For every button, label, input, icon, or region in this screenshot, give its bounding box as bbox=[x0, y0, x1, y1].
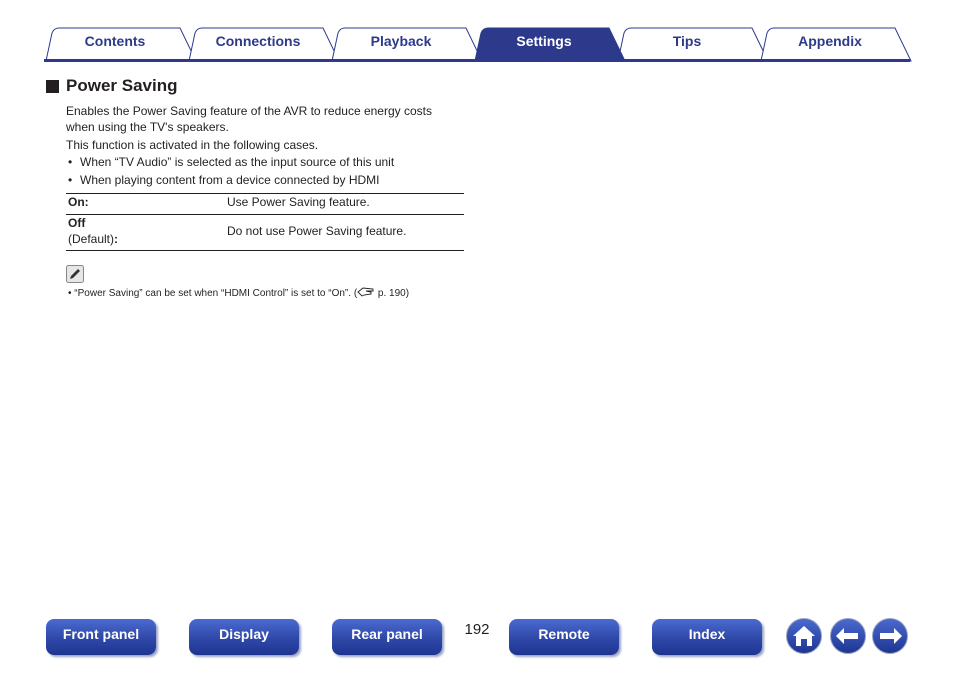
front-panel-button[interactable]: Front panel bbox=[46, 619, 156, 655]
tab-shapes bbox=[0, 0, 954, 64]
tab-bar bbox=[0, 0, 954, 64]
rear-panel-button[interactable]: Rear panel bbox=[332, 619, 442, 655]
table-divider bbox=[66, 250, 464, 251]
tab-contents[interactable]: Contents bbox=[84, 33, 146, 49]
option-on-label: On: bbox=[68, 195, 89, 209]
page-title: Power Saving bbox=[66, 76, 178, 95]
tab-connections[interactable]: Connections bbox=[215, 33, 301, 49]
table-divider bbox=[66, 214, 464, 215]
page-reference-hand-icon bbox=[357, 287, 375, 297]
list-item: • When “TV Audio” is selected as the input source of this unit bbox=[68, 155, 395, 169]
page-number: 192 bbox=[464, 621, 490, 638]
list-item: • When playing content from a device connected by HDMI bbox=[68, 173, 380, 187]
remote-button[interactable]: Remote bbox=[509, 619, 619, 655]
description-line-1: Enables the Power Saving feature of the AVR to reduce energy costs bbox=[66, 104, 432, 118]
bullet-icon: • bbox=[68, 288, 75, 299]
tab-settings[interactable]: Settings bbox=[516, 33, 572, 49]
bullet-icon: • bbox=[68, 155, 73, 169]
tab-playback[interactable]: Playback bbox=[370, 33, 432, 49]
note-text: • “Power Saving” can be set when “HDMI Control” is set to “On”. ( p. 190) bbox=[68, 288, 410, 299]
home-icon[interactable] bbox=[785, 617, 823, 655]
index-button[interactable]: Index bbox=[652, 619, 762, 655]
forward-arrow-icon[interactable] bbox=[871, 617, 909, 655]
display-button[interactable]: Display bbox=[189, 619, 299, 655]
tab-appendix[interactable]: Appendix bbox=[798, 33, 862, 49]
bullet-icon: • bbox=[68, 173, 73, 187]
back-arrow-icon[interactable] bbox=[829, 617, 867, 655]
option-off-default: (Default): bbox=[68, 232, 119, 246]
section-heading bbox=[46, 76, 177, 96]
option-off-description: Do not use Power Saving feature. bbox=[227, 224, 407, 238]
pencil-note-icon bbox=[66, 265, 84, 283]
activation-intro: This function is activated in the following cases. bbox=[66, 138, 319, 152]
option-on-description: Use Power Saving feature. bbox=[227, 195, 370, 209]
option-off-label: Off bbox=[68, 216, 86, 230]
tab-tips[interactable]: Tips bbox=[672, 33, 702, 49]
description-line-2: when using the TV's speakers. bbox=[66, 120, 229, 134]
heading-square-icon bbox=[46, 80, 59, 93]
page-reference-link[interactable]: p. 190) bbox=[375, 288, 410, 299]
